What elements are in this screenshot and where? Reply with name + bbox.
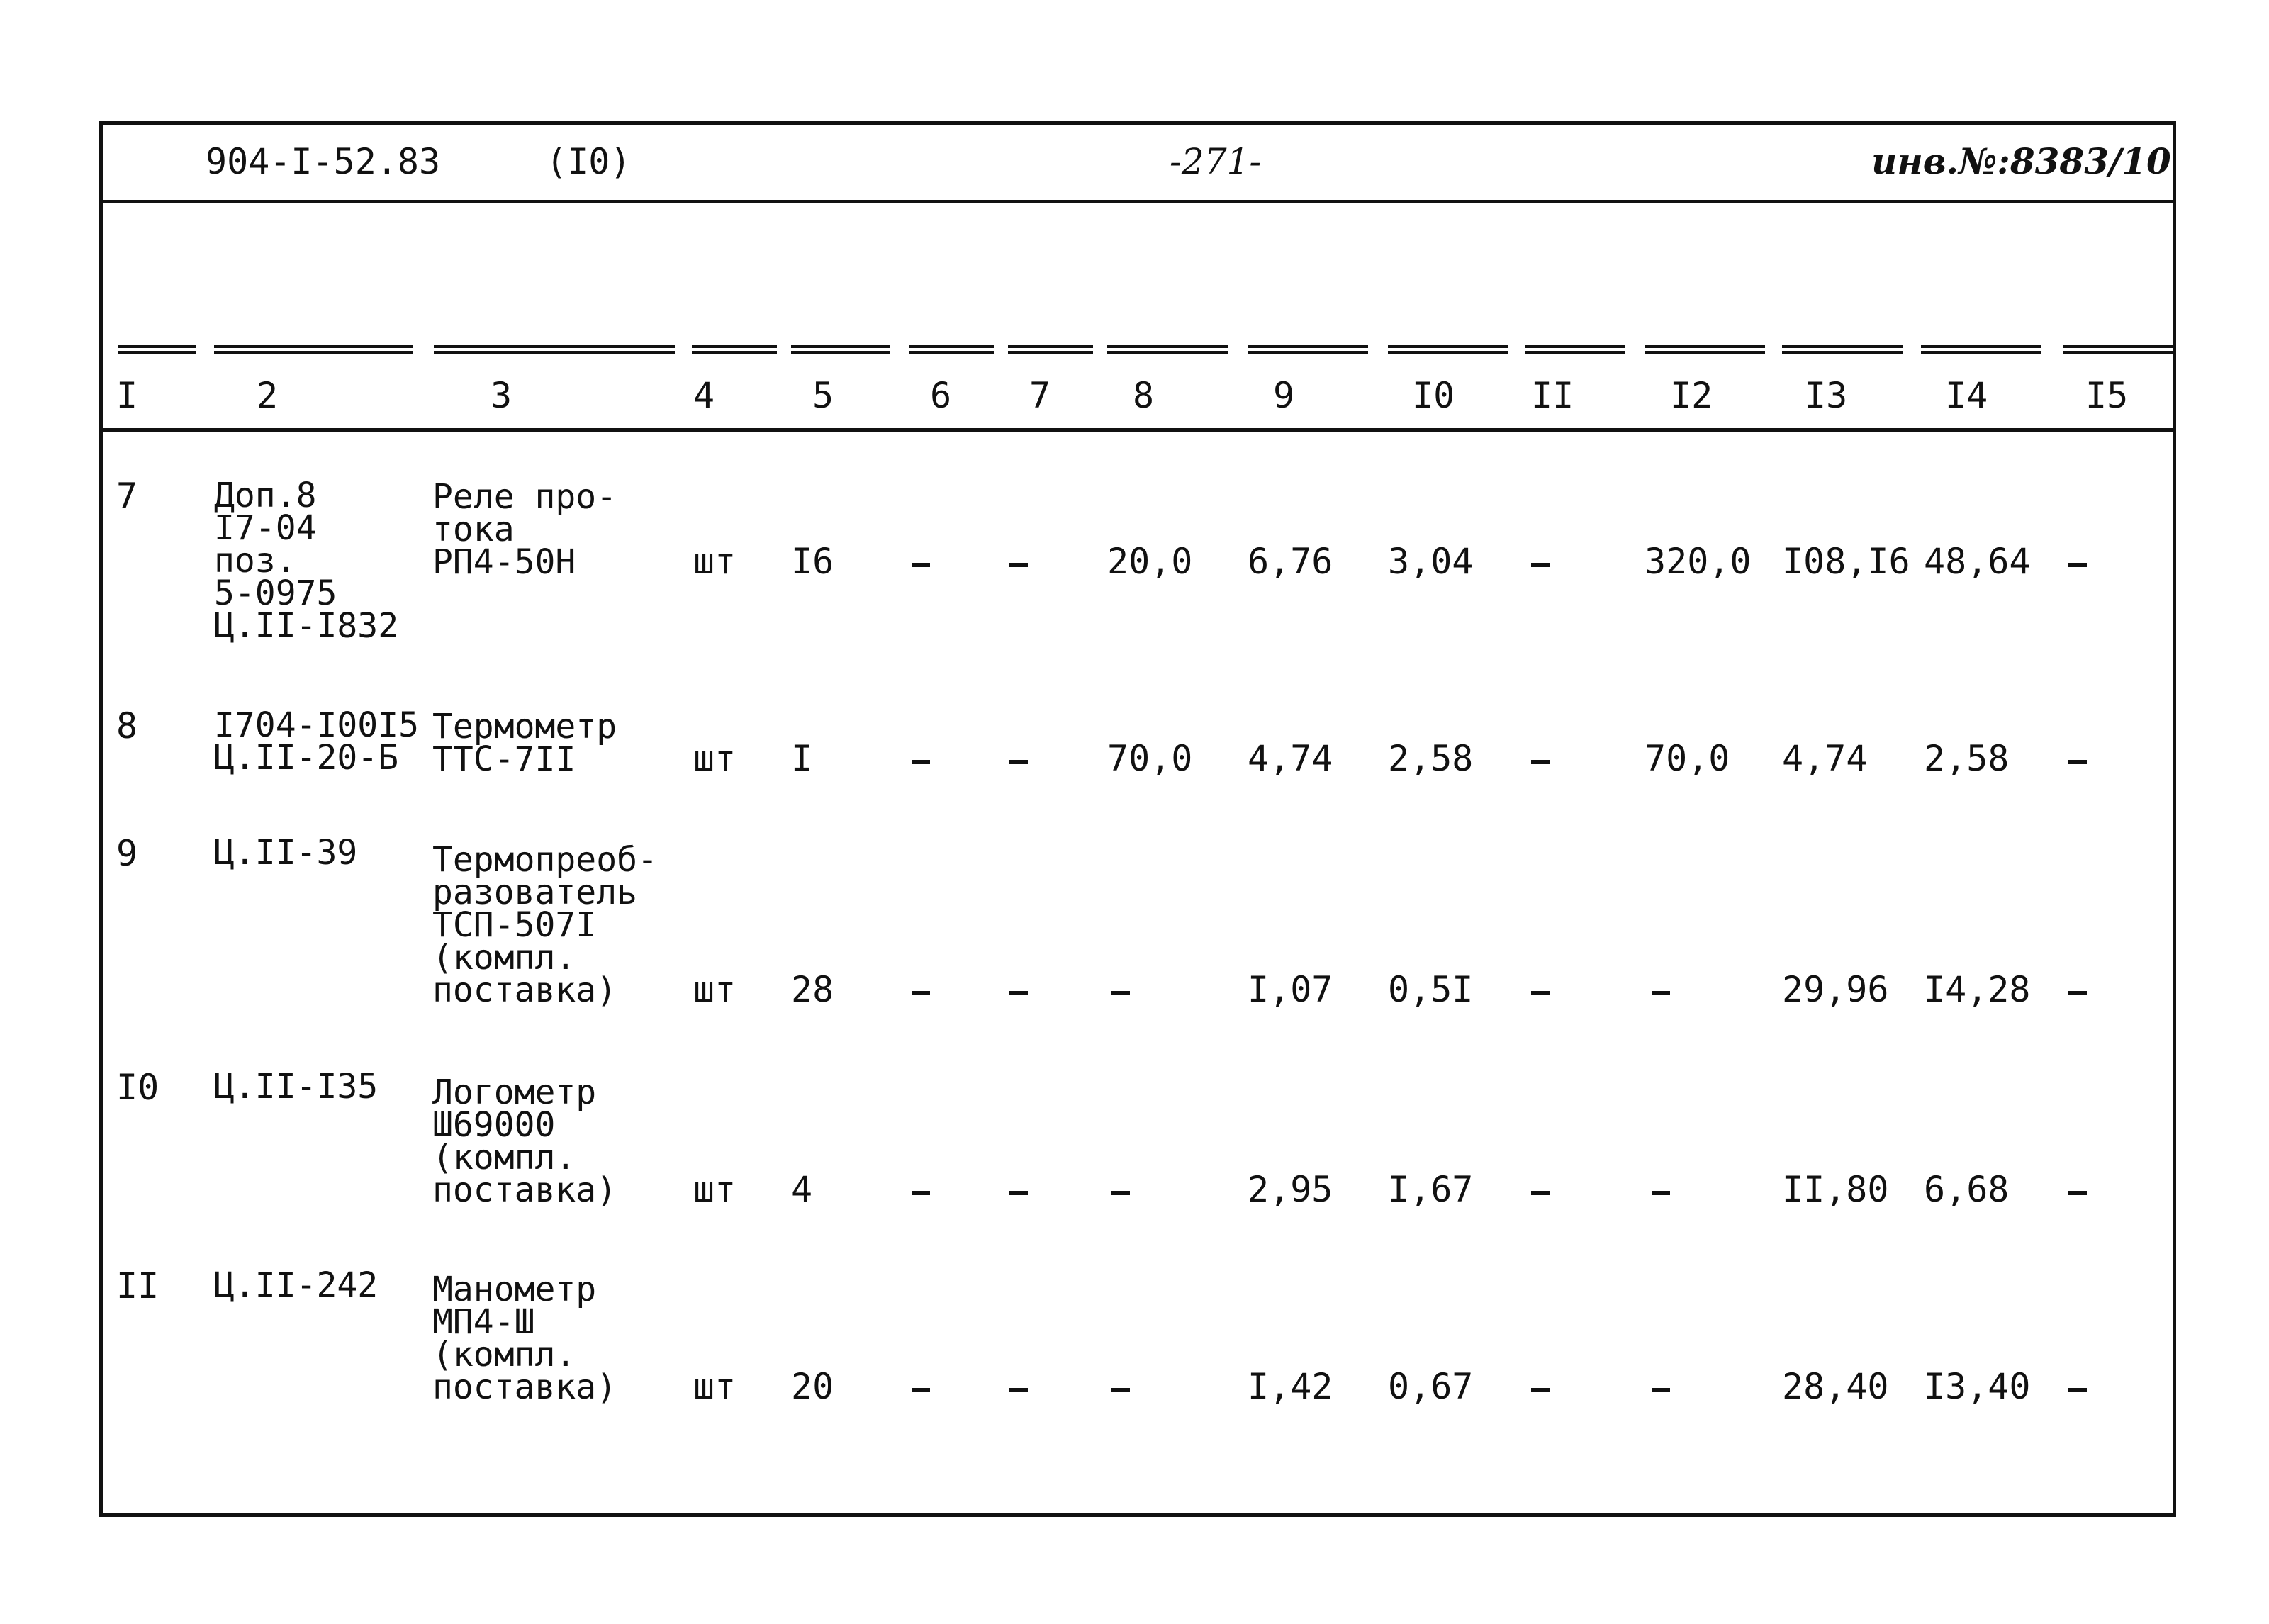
double-rule	[1782, 345, 1903, 354]
row-document-ref: Ц.II-242	[214, 1265, 379, 1305]
row-value-qty: 20	[791, 1366, 834, 1407]
column-number-divider	[103, 428, 2173, 432]
column-number: 5	[812, 375, 834, 416]
row-position: 7	[116, 476, 138, 517]
row-item-name: Логометр Ш69000 (компл. поставка)	[432, 1073, 617, 1210]
empty-cell-dash	[1531, 760, 1550, 764]
row-item-name: Реле про- тока РП4-50Н	[432, 477, 617, 582]
empty-cell-dash	[1009, 563, 1028, 567]
empty-cell-dash	[912, 1191, 930, 1195]
empty-cell-dash	[1111, 1191, 1130, 1195]
double-rule	[1921, 345, 2041, 354]
column-number: 9	[1273, 375, 1295, 416]
empty-cell-dash	[912, 1388, 930, 1392]
empty-cell-dash	[1111, 991, 1130, 995]
header-divider	[99, 200, 2176, 203]
empty-cell-dash	[1652, 991, 1670, 995]
double-rule	[791, 345, 890, 354]
row-value-c13: I08,I6	[1782, 541, 1910, 582]
empty-cell-dash	[912, 563, 930, 567]
empty-cell-dash	[1531, 991, 1550, 995]
empty-cell-dash	[2068, 991, 2087, 995]
empty-cell-dash	[2068, 760, 2087, 764]
page-number: -271-	[1170, 141, 1262, 182]
empty-cell-dash	[1652, 1191, 1670, 1195]
column-number: 6	[930, 375, 952, 416]
empty-cell-dash	[1531, 1388, 1550, 1392]
row-value-c9: I,42	[1248, 1366, 1333, 1407]
empty-cell-dash	[1009, 760, 1028, 764]
empty-cell-dash	[2068, 1388, 2087, 1392]
double-rule	[2063, 345, 2173, 354]
row-document-ref: Доп.8 I7-04 поз. 5-0975 Ц.II-I832	[214, 476, 399, 646]
column-number: II	[1531, 375, 1574, 416]
column-number: 4	[693, 375, 715, 416]
row-value-c10: 0,67	[1388, 1366, 1474, 1407]
row-value-c9: I,07	[1248, 969, 1333, 1010]
inventory-number: инв.№:8383/10	[1871, 140, 2171, 182]
column-number: I2	[1670, 375, 1713, 416]
row-value-c14: 48,64	[1924, 541, 2031, 582]
row-value-c9: 6,76	[1248, 541, 1333, 582]
row-value-unit: шт	[693, 738, 736, 779]
row-value-unit: шт	[693, 541, 736, 582]
row-item-name: Манометр МП4-Ш (компл. поставка)	[432, 1270, 617, 1407]
row-value-c9: 2,95	[1248, 1169, 1333, 1210]
row-value-c14: 6,68	[1924, 1169, 2010, 1210]
row-value-c10: 3,04	[1388, 541, 1474, 582]
column-number: 8	[1133, 375, 1155, 416]
double-rule	[692, 345, 777, 354]
column-number: 7	[1029, 375, 1051, 416]
row-value-qty: I	[791, 738, 813, 779]
row-value-c13: 4,74	[1782, 738, 1868, 779]
document-sheet	[99, 121, 2176, 1517]
empty-cell-dash	[912, 760, 930, 764]
volume-number: (I0)	[546, 141, 632, 182]
row-value-unit: шт	[693, 1169, 736, 1210]
row-value-unit: шт	[693, 969, 736, 1010]
column-number: I0	[1412, 375, 1455, 416]
row-document-ref: I704-I00I5 Ц.II-20-Б	[214, 705, 419, 778]
row-value-c13: II,80	[1782, 1169, 1889, 1210]
double-rule	[1008, 345, 1093, 354]
row-value-c14: I3,40	[1924, 1366, 2031, 1407]
double-rule	[214, 345, 413, 354]
empty-cell-dash	[1009, 991, 1028, 995]
empty-cell-dash	[1531, 1191, 1550, 1195]
double-rule	[118, 345, 196, 354]
double-rule	[1388, 345, 1508, 354]
column-number: I3	[1805, 375, 1848, 416]
column-number: 2	[257, 375, 279, 416]
empty-cell-dash	[912, 991, 930, 995]
empty-cell-dash	[1111, 1388, 1130, 1392]
row-value-c10: 2,58	[1388, 738, 1474, 779]
row-value-c8: 70,0	[1107, 738, 1193, 779]
row-position: II	[116, 1265, 159, 1306]
row-value-unit: шт	[693, 1366, 736, 1407]
row-value-qty: 28	[791, 969, 834, 1010]
row-document-ref: Ц.II-39	[214, 833, 358, 873]
empty-cell-dash	[1009, 1388, 1028, 1392]
double-rule	[1248, 345, 1368, 354]
empty-cell-dash	[1009, 1191, 1028, 1195]
double-rule	[1525, 345, 1625, 354]
row-value-c14: 2,58	[1924, 738, 2010, 779]
row-document-ref: Ц.II-I35	[214, 1067, 379, 1107]
empty-cell-dash	[1531, 563, 1550, 567]
row-value-qty: I6	[791, 541, 834, 582]
column-number: I4	[1945, 375, 1988, 416]
empty-cell-dash	[2068, 1191, 2087, 1195]
row-position: 8	[116, 705, 138, 746]
row-item-name: Термометр ТТС-7II	[432, 707, 617, 779]
row-value-c8: 20,0	[1107, 541, 1193, 582]
row-value-c12: 320,0	[1645, 541, 1752, 582]
double-rule	[434, 345, 675, 354]
double-rule	[1645, 345, 1765, 354]
double-rule	[909, 345, 994, 354]
column-number: 3	[491, 375, 512, 416]
row-position: I0	[116, 1067, 159, 1108]
row-value-c14: I4,28	[1924, 969, 2031, 1010]
row-value-c13: 28,40	[1782, 1366, 1889, 1407]
row-value-c13: 29,96	[1782, 969, 1889, 1010]
row-position: 9	[116, 833, 138, 874]
empty-cell-dash	[2068, 563, 2087, 567]
row-value-c10: I,67	[1388, 1169, 1474, 1210]
double-rule	[1107, 345, 1228, 354]
column-number: I	[116, 375, 138, 416]
empty-cell-dash	[1652, 1388, 1670, 1392]
column-number: I5	[2085, 375, 2129, 416]
row-value-c10: 0,5I	[1388, 969, 1474, 1010]
row-item-name: Термопреоб- разователь ТСП-507I (компл. поставка)	[432, 840, 658, 1010]
row-value-c12: 70,0	[1645, 738, 1730, 779]
row-value-qty: 4	[791, 1169, 813, 1210]
document-code: 904-I-52.83	[206, 141, 441, 182]
row-value-c9: 4,74	[1248, 738, 1333, 779]
